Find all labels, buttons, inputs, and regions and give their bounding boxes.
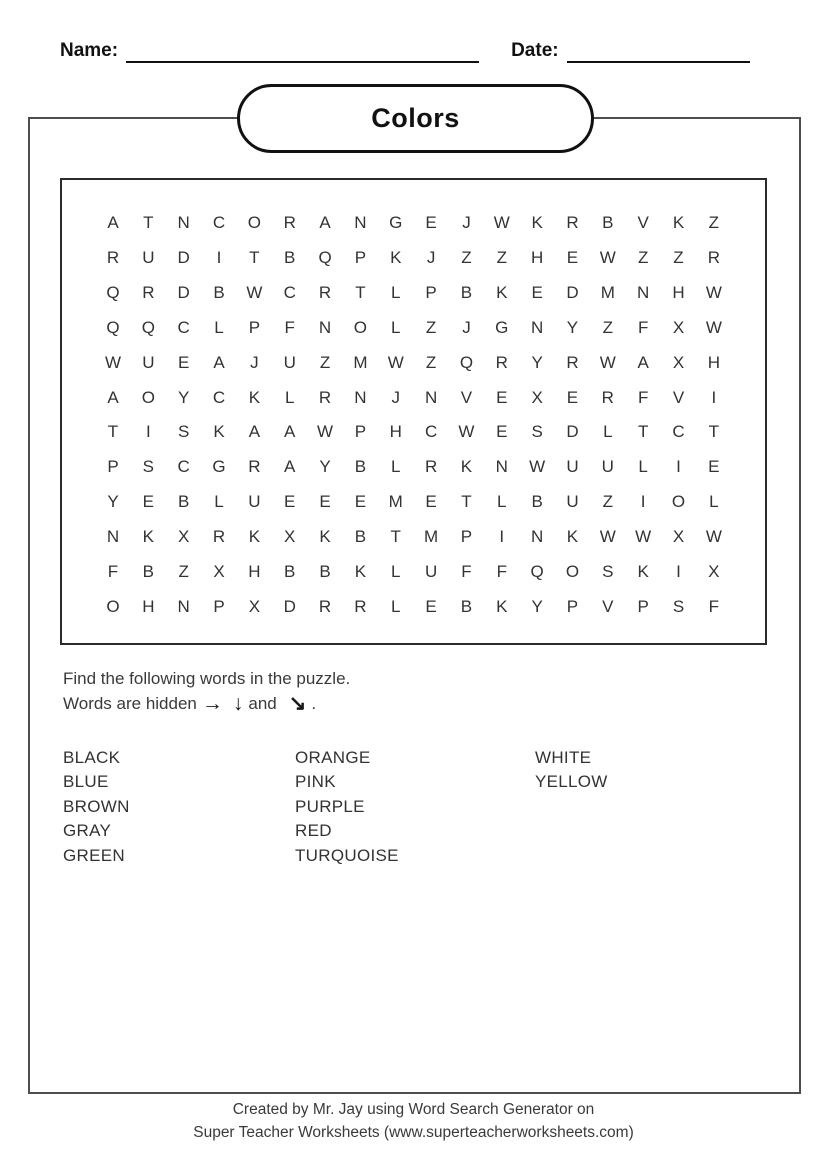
puzzle-letter: C	[177, 457, 190, 477]
puzzle-letter: N	[424, 387, 438, 407]
puzzle-letter: K	[213, 422, 225, 442]
puzzle-letter: K	[672, 213, 685, 232]
puzzle-letter: X	[178, 527, 190, 547]
puzzle-letter: H	[248, 562, 261, 582]
puzzle-row	[102, 458, 725, 475]
puzzle-letter: C	[672, 422, 685, 442]
name-label: Name:	[60, 40, 119, 61]
puzzle-letter: L	[214, 492, 224, 512]
puzzle-letter: W	[705, 317, 722, 337]
puzzle-letter: B	[284, 562, 296, 582]
puzzle-letter: E	[496, 422, 508, 442]
down-arrow-icon: ↓	[232, 692, 244, 715]
puzzle-letter: I	[216, 247, 222, 267]
puzzle-letter: L	[391, 317, 401, 337]
puzzle-letter: R	[212, 527, 226, 547]
puzzle-letter: I	[145, 422, 151, 442]
puzzle-letter: A	[319, 213, 331, 232]
instructions-line2-period: .	[311, 694, 317, 713]
puzzle-letter: V	[672, 387, 685, 407]
puzzle-letter: B	[319, 562, 331, 582]
puzzle-letter: X	[213, 562, 225, 582]
puzzle-letter: L	[391, 457, 401, 477]
puzzle-letter: M	[424, 527, 439, 547]
puzzle-letter: B	[460, 596, 473, 616]
puzzle-letter: H	[389, 422, 402, 442]
instructions-line1: Find the following words in the puzzle.	[63, 669, 351, 688]
word-list-item: GRAY	[63, 821, 112, 841]
puzzle-letter: M	[353, 352, 368, 372]
puzzle-letter: W	[635, 527, 652, 547]
puzzle-letter: S	[142, 457, 155, 477]
puzzle-letter: L	[391, 596, 401, 616]
puzzle-letter: R	[248, 457, 261, 477]
puzzle-letter: K	[248, 527, 261, 547]
puzzle-letter: P	[107, 457, 119, 477]
puzzle-letter: S	[672, 596, 685, 616]
puzzle-letter: D	[566, 422, 579, 442]
puzzle-letter: L	[284, 387, 295, 407]
puzzle-row	[102, 598, 725, 615]
puzzle-letter: X	[284, 527, 296, 547]
puzzle-letter: D	[177, 247, 190, 267]
puzzle-letter: P	[213, 596, 225, 616]
puzzle-letter: B	[354, 527, 367, 547]
puzzle-letter: C	[424, 422, 438, 442]
puzzle-letter: R	[318, 387, 332, 407]
puzzle-letter: S	[531, 422, 543, 442]
title-box	[237, 84, 594, 153]
puzzle-letter: U	[601, 457, 614, 477]
word-list-item: RED	[295, 821, 332, 841]
puzzle-letter: A	[284, 422, 296, 442]
puzzle-letter: S	[178, 422, 190, 442]
puzzle-letter: R	[142, 282, 155, 302]
puzzle-letter: R	[601, 387, 614, 407]
puzzle-letter: C	[212, 387, 226, 407]
puzzle-letter: O	[353, 317, 368, 337]
puzzle-letter: R	[283, 213, 296, 232]
puzzle-letter: R	[495, 352, 508, 372]
puzzle-letter: Y	[178, 387, 190, 407]
puzzle-row	[102, 249, 725, 266]
puzzle-letter: G	[212, 457, 226, 477]
puzzle-letter: E	[178, 352, 190, 372]
puzzle-letter: T	[390, 527, 401, 547]
date-label: Date:	[511, 40, 559, 61]
puzzle-letter: T	[637, 422, 649, 442]
puzzle-letter: P	[566, 596, 579, 616]
puzzle-letter: Z	[673, 247, 684, 267]
puzzle-letter: J	[462, 213, 471, 232]
puzzle-letter: E	[566, 387, 579, 407]
puzzle-letter: W	[317, 422, 334, 442]
puzzle-letter: E	[531, 282, 543, 302]
puzzle-letter: Z	[602, 317, 613, 337]
puzzle-letter: T	[461, 492, 472, 512]
puzzle-letter: N	[495, 457, 508, 477]
puzzle-letter: R	[318, 282, 332, 302]
puzzle-letter: E	[566, 247, 579, 267]
footer-line2: Super Teacher Worksheets (www.superteacherworksheets.com)	[193, 1124, 634, 1141]
puzzle-letter: R	[106, 247, 120, 267]
down-right-arrow-icon: ↘	[288, 692, 307, 715]
puzzle-letter: K	[390, 247, 402, 267]
puzzle-letter: H	[142, 596, 155, 616]
puzzle-letter: G	[389, 213, 403, 232]
puzzle-letter: L	[391, 562, 401, 582]
puzzle-row	[102, 493, 725, 510]
puzzle-letter: X	[672, 352, 685, 372]
puzzle-letter: F	[107, 562, 119, 582]
puzzle-letter: F	[284, 317, 295, 337]
puzzle-letter: Z	[461, 247, 472, 267]
puzzle-letter: K	[354, 562, 367, 582]
puzzle-letter: X	[672, 317, 685, 337]
puzzle-row	[102, 214, 725, 231]
puzzle-letter: I	[499, 527, 505, 547]
puzzle-letter: V	[637, 213, 649, 232]
puzzle-letter: O	[671, 492, 686, 512]
puzzle-letter: N	[177, 596, 190, 616]
puzzle-letter: K	[460, 457, 473, 477]
puzzle-letter: A	[248, 422, 261, 442]
puzzle-letter: I	[676, 457, 681, 477]
puzzle-letter: Z	[425, 317, 437, 337]
puzzle-letter: E	[319, 492, 331, 512]
puzzle-grid-box	[60, 178, 767, 645]
puzzle-letter: W	[599, 527, 616, 547]
puzzle-letter: B	[142, 562, 155, 582]
puzzle-letter: O	[141, 387, 155, 407]
puzzle-letter: U	[424, 562, 438, 582]
puzzle-letter: J	[462, 317, 471, 337]
puzzle-letter: B	[460, 282, 473, 302]
puzzle-letter: W	[387, 352, 404, 372]
puzzle-letter: Y	[531, 352, 543, 372]
puzzle-letter: L	[603, 422, 613, 442]
puzzle-letter: R	[566, 352, 579, 372]
word-list-column	[295, 746, 535, 868]
puzzle-letter: J	[250, 352, 259, 372]
puzzle-letter: B	[602, 213, 614, 232]
puzzle-letter: L	[638, 457, 648, 477]
puzzle-letter: W	[458, 422, 475, 442]
puzzle-letter: V	[602, 596, 614, 616]
puzzle-letter: N	[106, 527, 120, 547]
puzzle-row	[102, 389, 725, 406]
puzzle-letter: M	[388, 492, 403, 512]
puzzle-letter: W	[104, 352, 122, 372]
puzzle-letter: A	[213, 352, 225, 372]
puzzle-letter: X	[531, 387, 543, 407]
name-blank-line	[126, 41, 479, 63]
word-list-item: YELLOW	[535, 772, 608, 792]
puzzle-letter: Q	[141, 317, 155, 337]
puzzle-letter: T	[708, 422, 720, 442]
puzzle-letter: K	[319, 527, 331, 547]
puzzle-letter: F	[496, 562, 507, 582]
puzzle-letter: Z	[496, 247, 507, 267]
puzzle-letter: Z	[178, 562, 189, 582]
word-list-item: WHITE	[535, 748, 592, 767]
puzzle-letter: Z	[637, 247, 649, 267]
puzzle-letter: P	[354, 247, 367, 267]
puzzle-letter: T	[355, 282, 366, 302]
puzzle-letter: U	[283, 352, 296, 372]
puzzle-letter: Z	[708, 213, 720, 232]
puzzle-letter: N	[354, 387, 367, 407]
puzzle-letter: B	[213, 282, 225, 302]
puzzle-letter: N	[354, 213, 367, 232]
puzzle-letter: X	[248, 596, 261, 616]
puzzle-letter: Y	[531, 596, 543, 616]
puzzle-letter: U	[142, 352, 155, 372]
puzzle-letter: I	[676, 562, 681, 582]
puzzle-letter: U	[142, 247, 155, 267]
word-list-item: BROWN	[63, 796, 130, 816]
puzzle-letter: M	[600, 282, 615, 302]
puzzle-letter: C	[177, 317, 190, 337]
puzzle-letter: P	[637, 596, 649, 616]
puzzle-letter: C	[212, 213, 226, 232]
puzzle-grid	[102, 214, 725, 615]
puzzle-letter: V	[460, 387, 473, 407]
puzzle-letter: G	[495, 317, 509, 337]
puzzle-letter: W	[529, 457, 546, 477]
puzzle-letter: N	[177, 213, 190, 232]
puzzle-row	[102, 284, 725, 301]
puzzle-letter: F	[637, 387, 649, 407]
puzzle-letter: K	[637, 562, 649, 582]
puzzle-letter: A	[107, 213, 119, 232]
puzzle-row	[102, 528, 725, 545]
word-list-item: ORANGE	[295, 748, 371, 767]
instructions-line2	[63, 691, 350, 716]
puzzle-letter: X	[708, 562, 720, 582]
puzzle-letter: A	[284, 457, 296, 477]
puzzle-letter: W	[599, 352, 616, 372]
puzzle-letter: E	[354, 492, 367, 512]
puzzle-letter: D	[566, 282, 579, 302]
puzzle-letter: E	[425, 596, 437, 616]
puzzle-letter: W	[705, 527, 722, 547]
puzzle-letter: C	[283, 282, 296, 302]
word-list	[63, 746, 773, 868]
puzzle-letter: E	[496, 387, 508, 407]
puzzle-letter: L	[497, 492, 507, 512]
date-blank-line	[567, 41, 750, 63]
puzzle-letter: P	[248, 317, 261, 337]
puzzle-letter: U	[248, 492, 261, 512]
puzzle-letter: K	[566, 527, 579, 547]
puzzle-letter: F	[461, 562, 472, 582]
puzzle-letter: K	[496, 596, 508, 616]
puzzle-letter: E	[425, 492, 437, 512]
puzzle-letter: F	[637, 317, 649, 337]
word-list-item: PINK	[295, 772, 336, 792]
puzzle-letter: T	[143, 213, 154, 232]
puzzle-row	[102, 423, 725, 440]
puzzle-letter: Z	[602, 492, 613, 512]
puzzle-letter: E	[142, 492, 155, 512]
instructions-line2-and: and	[248, 694, 277, 713]
instructions-line2-prefix: Words are hidden	[63, 694, 197, 713]
puzzle-letter: Z	[425, 352, 437, 372]
puzzle-letter: Q	[459, 352, 474, 372]
puzzle-letter: Q	[106, 282, 120, 302]
puzzle-letter: Q	[318, 247, 332, 267]
puzzle-row	[102, 319, 725, 336]
puzzle-letter: D	[283, 596, 296, 616]
puzzle-letter: E	[284, 492, 296, 512]
footer-line1: Created by Mr. Jay using Word Search Generator on	[232, 1101, 595, 1118]
puzzle-letter: J	[426, 247, 436, 267]
puzzle-letter: K	[248, 387, 261, 407]
puzzle-letter: I	[640, 492, 646, 512]
header	[60, 40, 750, 63]
word-list-column	[63, 746, 295, 868]
puzzle-letter: K	[496, 282, 508, 302]
puzzle-letter: T	[249, 247, 260, 267]
word-list-item: BLACK	[63, 748, 121, 767]
puzzle-letter: K	[142, 527, 155, 547]
puzzle-letter: Z	[319, 352, 331, 372]
puzzle-letter: Y	[319, 457, 331, 477]
puzzle-letter: N	[637, 282, 650, 302]
puzzle-letter: L	[709, 492, 719, 512]
puzzle-letter: Q	[106, 317, 120, 337]
footer	[0, 1098, 827, 1144]
puzzle-letter: N	[530, 527, 544, 547]
puzzle-letter: U	[566, 457, 579, 477]
puzzle-letter: B	[354, 457, 367, 477]
puzzle-letter: X	[672, 527, 685, 547]
puzzle-letter: N	[318, 317, 332, 337]
right-arrow-icon: →	[201, 692, 223, 715]
puzzle-letter: W	[705, 282, 722, 302]
puzzle-letter: L	[391, 282, 401, 302]
puzzle-letter: O	[247, 213, 261, 232]
puzzle-letter: A	[637, 352, 649, 372]
puzzle-letter: W	[599, 247, 616, 267]
puzzle-letter: J	[391, 387, 400, 407]
word-list-column	[535, 746, 773, 868]
puzzle-letter: H	[530, 247, 544, 267]
word-list-item: PURPLE	[295, 796, 365, 816]
puzzle-letter: R	[707, 247, 720, 267]
puzzle-letter: A	[107, 387, 119, 407]
puzzle-letter: D	[177, 282, 190, 302]
puzzle-letter: E	[708, 457, 720, 477]
puzzle-letter: P	[460, 527, 473, 547]
puzzle-letter: S	[602, 562, 614, 582]
puzzle-letter: P	[425, 282, 437, 302]
puzzle-letter: I	[711, 387, 717, 407]
word-list-item: BLUE	[63, 772, 109, 792]
puzzle-letter: B	[178, 492, 190, 512]
word-list-item: TURQUOISE	[295, 845, 399, 865]
puzzle-letter: T	[107, 422, 119, 442]
puzzle-letter: W	[493, 213, 510, 232]
puzzle-letter: Y	[107, 492, 119, 512]
puzzle-letter: Q	[530, 562, 544, 582]
puzzle-letter: B	[531, 492, 543, 512]
puzzle-row	[102, 354, 725, 371]
puzzle-row	[102, 563, 725, 580]
puzzle-letter: L	[214, 317, 224, 337]
puzzle-letter: N	[530, 317, 544, 337]
puzzle-letter: P	[354, 422, 367, 442]
puzzle-letter: E	[425, 213, 437, 232]
puzzle-letter: F	[708, 596, 720, 616]
word-list-item: GREEN	[63, 845, 125, 865]
puzzle-letter: W	[246, 282, 263, 302]
puzzle-letter: K	[531, 213, 543, 232]
worksheet-title: Colors	[371, 103, 460, 133]
puzzle-letter: H	[707, 352, 720, 372]
puzzle-letter: R	[318, 596, 332, 616]
puzzle-letter: Y	[566, 317, 579, 337]
puzzle-letter: O	[565, 562, 580, 582]
instructions	[63, 666, 350, 716]
puzzle-letter: B	[284, 247, 296, 267]
puzzle-letter: R	[424, 457, 438, 477]
puzzle-letter: R	[354, 596, 367, 616]
puzzle-letter: U	[566, 492, 579, 512]
puzzle-letter: H	[672, 282, 685, 302]
puzzle-letter: O	[106, 596, 120, 616]
puzzle-letter: R	[566, 213, 579, 232]
